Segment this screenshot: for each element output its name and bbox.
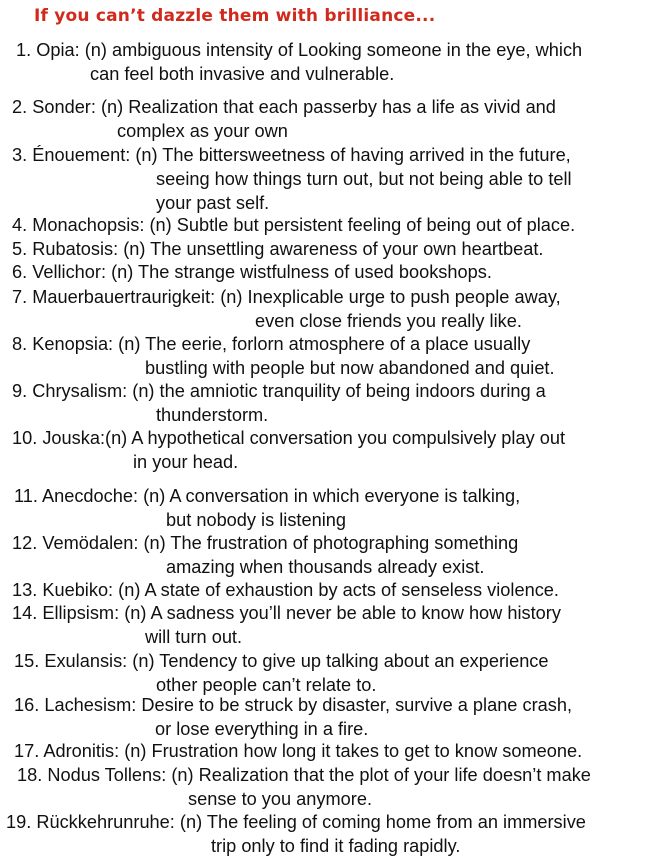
- word-entry: [16, 38, 582, 86]
- word-entry: [12, 578, 559, 602]
- word-entry: [12, 332, 555, 380]
- entry-continuation-line: your past self.: [156, 193, 270, 213]
- entry-definition-line: 7. Mauerbauertraurigkeit: (n) Inexplicable urge to push people away,: [12, 287, 561, 307]
- entry-continuation-line: will turn out.: [145, 627, 243, 647]
- entry-definition-line: 1. Opia: (n) ambiguous intensity of Looking someone in the eye, which: [16, 40, 583, 60]
- word-entry: [12, 213, 575, 237]
- word-entry: [12, 426, 565, 474]
- word-entry: [12, 95, 556, 143]
- entry-definition-line: 4. Monachopsis: (n) Subtle but persistent feeling of being out of place.: [12, 215, 576, 235]
- entry-continuation-line: even close friends you really like.: [255, 311, 522, 331]
- word-entry: [12, 531, 518, 579]
- entry-continuation-line: trip only to find it fading rapidly.: [211, 836, 461, 856]
- entry-definition-line: 8. Kenopsia: (n) The eerie, forlorn atmosphere of a place usually: [12, 334, 531, 354]
- entry-definition-line: 5. Rubatosis: (n) The unsettling awareness of your own heartbeat.: [12, 239, 544, 259]
- word-entry: [12, 379, 546, 427]
- entry-definition-line: 11. Anecdoche: (n) A conversation in which everyone is talking,: [14, 486, 521, 506]
- entry-definition-line: 2. Sonder: (n) Realization that each passerby has a life as vivid and: [12, 97, 556, 117]
- entry-continuation-line: sense to you anymore.: [188, 789, 372, 809]
- word-entry: [14, 693, 572, 741]
- entry-continuation-line: but nobody is listening: [166, 510, 346, 530]
- word-entry: [6, 810, 586, 858]
- entry-definition-line: 10. Jouska:(n) A hypothetical conversation you compulsively play out: [12, 428, 566, 448]
- entry-definition-line: 17. Adronitis: (n) Frustration how long it takes to get to know someone.: [14, 741, 583, 761]
- word-entry: [14, 649, 549, 697]
- page-title: If you can’t dazzle them with brilliance...: [34, 6, 436, 26]
- entry-definition-line: 19. Rückkehrunruhe: (n) The feeling of coming home from an immersive: [6, 812, 586, 832]
- word-entry: [12, 237, 543, 261]
- word-entry: [12, 143, 572, 215]
- entry-definition-line: 14. Ellipsism: (n) A sadness you’ll never be able to know how history: [12, 603, 561, 623]
- entry-continuation-line: in your head.: [133, 452, 239, 472]
- entry-definition-line: 16. Lachesism: Desire to be struck by disaster, survive a plane crash,: [14, 695, 573, 715]
- word-entry: [17, 763, 591, 811]
- entry-definition-line: 3. Énouement: (n) The bittersweetness of having arrived in the future,: [12, 145, 571, 165]
- word-entry: [12, 601, 561, 649]
- word-entry: [14, 484, 520, 532]
- entry-definition-line: 12. Vemödalen: (n) The frustration of photographing something: [12, 533, 519, 553]
- word-entry: [12, 285, 561, 333]
- entry-continuation-line: other people can’t relate to.: [156, 675, 377, 695]
- entry-definition-line: 13. Kuebiko: (n) A state of exhaustion by acts of senseless violence.: [12, 580, 559, 600]
- word-entry: [14, 739, 582, 763]
- entry-continuation-line: amazing when thousands already exist.: [166, 557, 485, 577]
- entry-continuation-line: complex as your own: [117, 121, 288, 141]
- entry-definition-line: 9. Chrysalism: (n) the amniotic tranquility of being indoors during a: [12, 381, 546, 401]
- entry-definition-line: 15. Exulansis: (n) Tendency to give up talking about an experience: [14, 651, 549, 671]
- entry-definition-line: 18. Nodus Tollens: (n) Realization that the plot of your life doesn’t make: [17, 765, 591, 785]
- word-entry: [12, 260, 492, 284]
- entry-continuation-line: seeing how things turn out, but not being able to tell: [156, 169, 572, 189]
- entry-continuation-line: or lose everything in a fire.: [155, 719, 369, 739]
- entry-continuation-line: can feel both invasive and vulnerable.: [90, 64, 395, 84]
- entry-continuation-line: thunderstorm.: [156, 405, 269, 425]
- entry-definition-line: 6. Vellichor: (n) The strange wistfulness of used bookshops.: [12, 262, 492, 282]
- entry-continuation-line: bustling with people but now abandoned and quiet.: [145, 358, 555, 378]
